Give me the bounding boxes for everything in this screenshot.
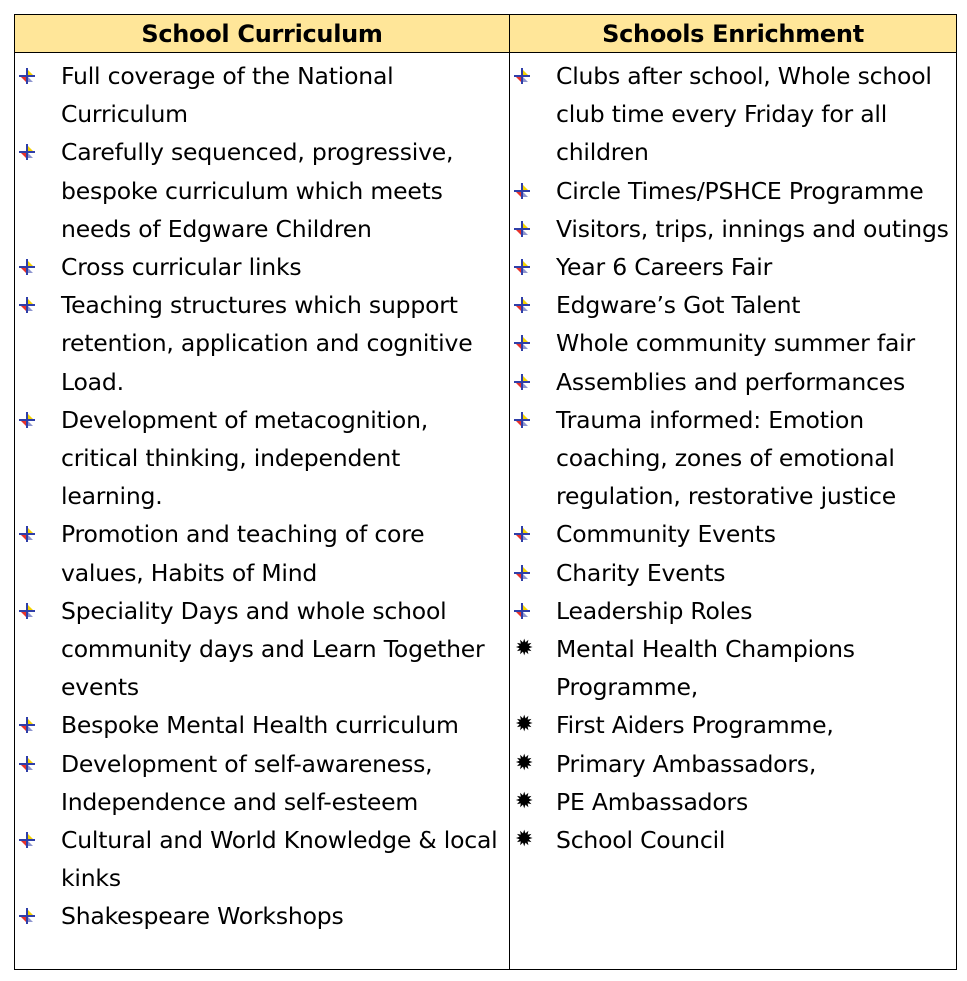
list-item [15, 248, 509, 286]
list-item-text: Full coverage of the National Curriculum [61, 62, 394, 129]
list-item-text: Cultural and World Knowledge & local kinks [61, 826, 498, 893]
list-item [15, 745, 509, 821]
star-bullet-icon: ✹ [515, 712, 534, 738]
star-bullet-icon: ✹ [515, 750, 534, 776]
arrow-bullet-icon [513, 182, 531, 200]
enrichment-header-cell [510, 15, 956, 53]
list-item-text: Assemblies and performances [556, 367, 906, 396]
list-item [510, 286, 956, 324]
list-item [510, 630, 956, 706]
list-item-text: Carefully sequenced, progressive, bespoke curriculum which meets needs of Edgware Children [61, 138, 454, 243]
arrow-bullet-icon [18, 716, 36, 734]
list-item-text: Trauma informed: Emotion coaching, zones of emotional regulation, restorative justice [556, 405, 896, 511]
arrow-bullet-icon [513, 411, 531, 429]
list-item-text: Clubs after school, Whole school club time every Friday for all children [556, 62, 932, 167]
list-item [15, 133, 509, 248]
list-item-text: Whole community summer fair [556, 329, 915, 358]
list-item [15, 515, 509, 591]
list-item-text: Primary Ambassadors, [556, 749, 817, 778]
list-item [510, 57, 956, 172]
list-item [510, 706, 956, 744]
list-item [510, 783, 956, 821]
list-item-text: Leadership Roles [556, 596, 753, 625]
list-item-text: Development of metacognition, critical thinking, independent learning. [61, 405, 429, 511]
curriculum-list [15, 57, 509, 936]
list-item-text: PE Ambassadors [556, 787, 749, 816]
list-item [15, 286, 509, 401]
list-item [15, 897, 509, 935]
list-item-text: Promotion and teaching of core values, Habits of Mind [61, 520, 425, 587]
arrow-bullet-icon [513, 67, 531, 85]
list-item [510, 363, 956, 401]
arrow-bullet-icon [18, 602, 36, 620]
list-item [510, 210, 956, 248]
list-item-text: Development of self-awareness, Independence and self-esteem [61, 749, 433, 816]
list-item-text: First Aiders Programme, [556, 711, 834, 740]
arrow-bullet-icon [513, 258, 531, 276]
arrow-bullet-icon [18, 143, 36, 161]
arrow-bullet-icon [18, 907, 36, 925]
list-item [510, 248, 956, 286]
arrow-bullet-icon [18, 296, 36, 314]
curriculum-header: School Curriculum [141, 19, 383, 48]
list-item [15, 57, 509, 133]
arrow-bullet-icon [513, 296, 531, 314]
list-item [510, 745, 956, 783]
list-item [15, 821, 509, 897]
list-item-text: Cross curricular links [61, 253, 302, 282]
list-item-text: Edgware’s Got Talent [556, 291, 801, 320]
list-item-text: Circle Times/PSHCE Programme [556, 176, 924, 205]
arrow-bullet-icon [513, 564, 531, 582]
list-item [510, 592, 956, 630]
list-item [510, 324, 956, 362]
list-item-text: School Council [556, 826, 726, 855]
arrow-bullet-icon [18, 755, 36, 773]
arrow-bullet-icon [18, 67, 36, 85]
list-item-text: Speciality Days and whole school community days and Learn Together events [61, 596, 485, 702]
star-bullet-icon: ✹ [515, 788, 534, 814]
list-item-text: Community Events [556, 520, 776, 549]
arrow-bullet-icon [18, 411, 36, 429]
list-item-text: Charity Events [556, 558, 726, 587]
list-item [510, 554, 956, 592]
list-item-text: Mental Health Champions Programme, [556, 635, 855, 702]
arrow-bullet-icon [513, 602, 531, 620]
list-item [510, 172, 956, 210]
list-item [15, 706, 509, 744]
arrow-bullet-icon [18, 258, 36, 276]
curriculum-cell [15, 53, 510, 969]
list-item [510, 401, 956, 516]
star-bullet-icon: ✹ [515, 827, 534, 853]
list-item [15, 592, 509, 707]
enrichment-header: Schools Enrichment [602, 19, 864, 48]
list-item-text: Teaching structures which support retention, application and cognitive Load. [61, 291, 473, 396]
arrow-bullet-icon [18, 831, 36, 849]
arrow-bullet-icon [513, 525, 531, 543]
enrichment-list [510, 57, 956, 859]
arrow-bullet-icon [513, 373, 531, 391]
arrow-bullet-icon [513, 220, 531, 238]
arrow-bullet-icon [513, 334, 531, 352]
list-item [510, 515, 956, 553]
list-item [510, 821, 956, 859]
enrichment-cell [510, 53, 956, 969]
list-item-text: Bespoke Mental Health curriculum [61, 711, 459, 740]
list-item-text: Shakespeare Workshops [61, 902, 344, 931]
list-item-text: Year 6 Careers Fair [556, 253, 773, 282]
list-item-text: Visitors, trips, innings and outings [556, 214, 949, 243]
star-bullet-icon: ✹ [515, 636, 534, 662]
curriculum-header-cell [15, 15, 510, 53]
list-item [15, 401, 509, 516]
curriculum-table [14, 14, 957, 970]
arrow-bullet-icon [18, 525, 36, 543]
